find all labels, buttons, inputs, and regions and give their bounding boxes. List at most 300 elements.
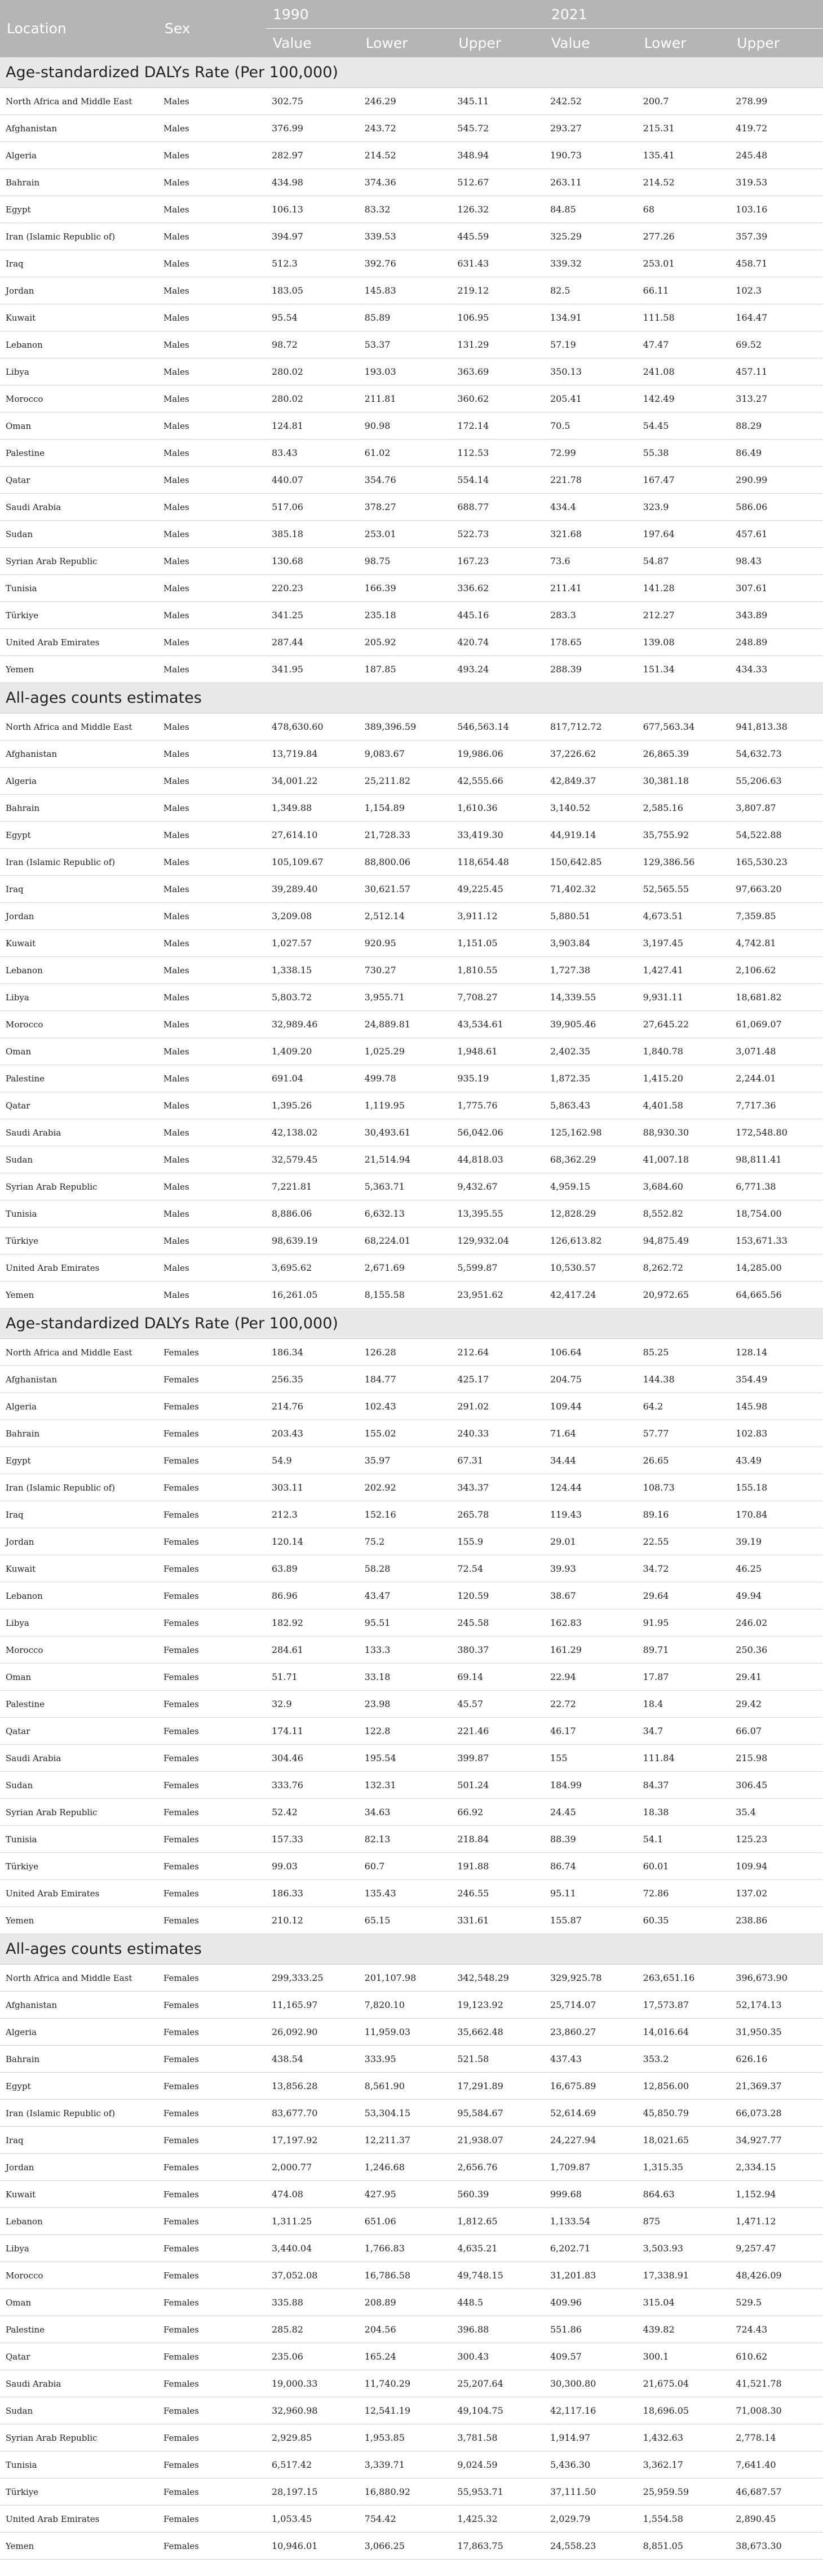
cell-sex: Males bbox=[158, 1065, 266, 1092]
cell-lower-1990: 499.78 bbox=[359, 1065, 452, 1092]
cell-location: Iraq bbox=[0, 250, 158, 277]
cell-upper-2021: 215.98 bbox=[730, 1745, 823, 1772]
cell-value-2021: 325.29 bbox=[545, 223, 638, 250]
cell-lower-2021: 8,552.82 bbox=[638, 1200, 731, 1227]
cell-lower-1990: 12,211.37 bbox=[359, 2127, 452, 2154]
cell-lower-2021: 18.38 bbox=[638, 1799, 731, 1826]
cell-sex: Males bbox=[158, 115, 266, 142]
cell-value-2021: 204.75 bbox=[545, 1366, 638, 1393]
cell-lower-2021: 111.58 bbox=[638, 304, 731, 331]
cell-value-1990: 39,289.40 bbox=[266, 876, 359, 903]
cell-location: Türkiye bbox=[0, 602, 158, 629]
section-title: All-ages counts estimates bbox=[0, 683, 823, 713]
cell-value-1990: 1,027.57 bbox=[266, 930, 359, 957]
cell-lower-1990: 135.43 bbox=[359, 1880, 452, 1907]
cell-value-1990: 3,695.62 bbox=[266, 1254, 359, 1282]
cell-sex: Males bbox=[158, 741, 266, 768]
table-row bbox=[0, 2181, 823, 2208]
cell-value-1990: 32.9 bbox=[266, 1691, 359, 1718]
cell-upper-1990: 521.58 bbox=[452, 2046, 545, 2073]
table-row bbox=[0, 1447, 823, 1474]
cell-value-2021: 39,905.46 bbox=[545, 1011, 638, 1038]
cell-sex: Females bbox=[158, 1420, 266, 1447]
cell-value-2021: 37,111.50 bbox=[545, 2479, 638, 2506]
cell-value-2021: 37,226.62 bbox=[545, 741, 638, 768]
cell-upper-2021: 66,073.28 bbox=[730, 2100, 823, 2127]
cell-value-1990: 478,630.60 bbox=[266, 713, 359, 741]
cell-location: Saudi Arabia bbox=[0, 494, 158, 521]
table-row bbox=[0, 1339, 823, 1366]
cell-sex: Females bbox=[158, 2181, 266, 2208]
cell-value-2021: 283.3 bbox=[545, 602, 638, 629]
table-row bbox=[0, 1092, 823, 1119]
cell-location: Oman bbox=[0, 413, 158, 440]
cell-location: Türkiye bbox=[0, 1227, 158, 1254]
cell-location: Kuwait bbox=[0, 1555, 158, 1582]
cell-location: Palestine bbox=[0, 2316, 158, 2343]
cell-lower-1990: 61.02 bbox=[359, 440, 452, 467]
cell-value-2021: 82.5 bbox=[545, 277, 638, 304]
cell-lower-2021: 9,931.11 bbox=[638, 984, 731, 1011]
cell-lower-1990: 651.06 bbox=[359, 2208, 452, 2235]
cell-upper-2021: 3,071.48 bbox=[730, 1038, 823, 1065]
cell-sex: Males bbox=[158, 768, 266, 795]
cell-upper-2021: 46,687.57 bbox=[730, 2479, 823, 2506]
cell-lower-2021: 18,696.05 bbox=[638, 2397, 731, 2424]
cell-lower-1990: 25,211.82 bbox=[359, 768, 452, 795]
table-row bbox=[0, 2316, 823, 2343]
cell-lower-2021: 3,362.17 bbox=[638, 2451, 731, 2479]
cell-upper-1990: 129,932.04 bbox=[452, 1227, 545, 1254]
cell-lower-1990: 24,889.81 bbox=[359, 1011, 452, 1038]
cell-lower-1990: 145.83 bbox=[359, 277, 452, 304]
cell-sex: Females bbox=[158, 2262, 266, 2289]
cell-sex: Males bbox=[158, 1227, 266, 1254]
table-row bbox=[0, 876, 823, 903]
cell-upper-1990: 126.32 bbox=[452, 196, 545, 223]
cell-value-1990: 32,989.46 bbox=[266, 1011, 359, 1038]
cell-lower-2021: 14,016.64 bbox=[638, 2019, 731, 2046]
table-row bbox=[0, 2451, 823, 2479]
cell-upper-1990: 688.77 bbox=[452, 494, 545, 521]
cell-upper-1990: 49,104.75 bbox=[452, 2397, 545, 2424]
cell-sex: Females bbox=[158, 1880, 266, 1907]
cell-lower-1990: 1,025.29 bbox=[359, 1038, 452, 1065]
cell-value-2021: 434.4 bbox=[545, 494, 638, 521]
cell-upper-2021: 102.3 bbox=[730, 277, 823, 304]
table-row bbox=[0, 385, 823, 413]
cell-lower-2021: 1,315.35 bbox=[638, 2154, 731, 2181]
cell-value-1990: 16,261.05 bbox=[266, 1282, 359, 1309]
cell-value-2021: 3,903.84 bbox=[545, 930, 638, 957]
cell-value-2021: 178.65 bbox=[545, 629, 638, 656]
cell-value-2021: 126,613.82 bbox=[545, 1227, 638, 1254]
cell-upper-2021: 434.33 bbox=[730, 656, 823, 683]
cell-upper-1990: 21,938.07 bbox=[452, 2127, 545, 2154]
cell-upper-1990: 49,748.15 bbox=[452, 2262, 545, 2289]
header-value-1990: Value bbox=[266, 29, 359, 57]
cell-value-1990: 385.18 bbox=[266, 521, 359, 548]
cell-location: Libya bbox=[0, 358, 158, 385]
cell-upper-2021: 586.06 bbox=[730, 494, 823, 521]
cell-value-1990: 186.33 bbox=[266, 1880, 359, 1907]
cell-sex: Females bbox=[158, 1555, 266, 1582]
cell-location: Jordan bbox=[0, 1528, 158, 1555]
cell-value-1990: 285.82 bbox=[266, 2316, 359, 2343]
cell-lower-2021: 64.2 bbox=[638, 1393, 731, 1420]
cell-upper-2021: 64,665.56 bbox=[730, 1282, 823, 1309]
cell-value-1990: 512.3 bbox=[266, 250, 359, 277]
cell-location: United Arab Emirates bbox=[0, 1880, 158, 1907]
table-row bbox=[0, 1282, 823, 1309]
cell-sex: Females bbox=[158, 2100, 266, 2127]
cell-upper-2021: 3,807.87 bbox=[730, 795, 823, 822]
cell-sex: Females bbox=[158, 2154, 266, 2181]
cell-location: Algeria bbox=[0, 2019, 158, 2046]
cell-sex: Females bbox=[158, 1366, 266, 1393]
cell-upper-1990: 131.29 bbox=[452, 331, 545, 358]
cell-value-2021: 52,614.69 bbox=[545, 2100, 638, 2127]
cell-location: Palestine bbox=[0, 1065, 158, 1092]
cell-lower-2021: 142.49 bbox=[638, 385, 731, 413]
cell-upper-2021: 724.43 bbox=[730, 2316, 823, 2343]
cell-location: Sudan bbox=[0, 1146, 158, 1173]
table-row bbox=[0, 2100, 823, 2127]
cell-value-2021: 72.99 bbox=[545, 440, 638, 467]
cell-upper-1990: 218.84 bbox=[452, 1826, 545, 1853]
cell-location: Lebanon bbox=[0, 331, 158, 358]
cell-lower-1990: 30,493.61 bbox=[359, 1119, 452, 1146]
cell-upper-2021: 153,671.33 bbox=[730, 1227, 823, 1254]
cell-location: Libya bbox=[0, 2235, 158, 2262]
cell-lower-1990: 253.01 bbox=[359, 521, 452, 548]
cell-lower-2021: 439.82 bbox=[638, 2316, 731, 2343]
cell-sex: Females bbox=[158, 1664, 266, 1691]
cell-upper-2021: 145.98 bbox=[730, 1393, 823, 1420]
cell-upper-2021: 4,742.81 bbox=[730, 930, 823, 957]
cell-sex: Females bbox=[158, 2397, 266, 2424]
cell-upper-2021: 38,673.30 bbox=[730, 2533, 823, 2560]
table-row bbox=[0, 849, 823, 876]
cell-sex: Males bbox=[158, 277, 266, 304]
cell-lower-2021: 315.04 bbox=[638, 2289, 731, 2316]
cell-location: Jordan bbox=[0, 903, 158, 930]
cell-value-1990: 220.23 bbox=[266, 575, 359, 602]
cell-location: Sudan bbox=[0, 521, 158, 548]
cell-value-2021: 1,872.35 bbox=[545, 1065, 638, 1092]
cell-upper-1990: 420.74 bbox=[452, 629, 545, 656]
cell-lower-1990: 246.29 bbox=[359, 88, 452, 115]
cell-upper-2021: 7,359.85 bbox=[730, 903, 823, 930]
cell-value-1990: 256.35 bbox=[266, 1366, 359, 1393]
cell-upper-2021: 71,008.30 bbox=[730, 2397, 823, 2424]
cell-sex: Females bbox=[158, 1799, 266, 1826]
cell-sex: Females bbox=[158, 1907, 266, 1934]
table-row bbox=[0, 1907, 823, 1934]
cell-upper-1990: 512.67 bbox=[452, 169, 545, 196]
cell-location: United Arab Emirates bbox=[0, 629, 158, 656]
cell-upper-1990: 49,225.45 bbox=[452, 876, 545, 903]
table-row bbox=[0, 2046, 823, 2073]
cell-upper-1990: 9,432.67 bbox=[452, 1173, 545, 1200]
cell-value-2021: 68,362.29 bbox=[545, 1146, 638, 1173]
cell-upper-1990: 448.5 bbox=[452, 2289, 545, 2316]
cell-value-2021: 205.41 bbox=[545, 385, 638, 413]
cell-value-1990: 333.76 bbox=[266, 1772, 359, 1799]
cell-location: Syrian Arab Republic bbox=[0, 2424, 158, 2451]
cell-location: Bahrain bbox=[0, 1420, 158, 1447]
cell-value-1990: 7,221.81 bbox=[266, 1173, 359, 1200]
cell-sex: Females bbox=[158, 2424, 266, 2451]
header-upper-2021: Upper bbox=[730, 29, 823, 57]
cell-location: Syrian Arab Republic bbox=[0, 1173, 158, 1200]
cell-lower-1990: 1,154.89 bbox=[359, 795, 452, 822]
cell-sex: Females bbox=[158, 2235, 266, 2262]
cell-lower-2021: 47.47 bbox=[638, 331, 731, 358]
cell-lower-2021: 66.11 bbox=[638, 277, 731, 304]
cell-lower-2021: 353.2 bbox=[638, 2046, 731, 2073]
cell-location: Jordan bbox=[0, 2154, 158, 2181]
cell-lower-2021: 8,262.72 bbox=[638, 1254, 731, 1282]
cell-upper-1990: 219.12 bbox=[452, 277, 545, 304]
table-row bbox=[0, 1664, 823, 1691]
cell-lower-1990: 204.56 bbox=[359, 2316, 452, 2343]
cell-location: Tunisia bbox=[0, 575, 158, 602]
cell-lower-2021: 84.37 bbox=[638, 1772, 731, 1799]
cell-value-1990: 174.11 bbox=[266, 1718, 359, 1745]
table-row bbox=[0, 1420, 823, 1447]
table-row bbox=[0, 1745, 823, 1772]
table-row bbox=[0, 1772, 823, 1799]
cell-value-1990: 182.92 bbox=[266, 1610, 359, 1637]
cell-value-2021: 70.5 bbox=[545, 413, 638, 440]
cell-value-2021: 817,712.72 bbox=[545, 713, 638, 741]
table-row bbox=[0, 2506, 823, 2533]
cell-lower-2021: 1,554.58 bbox=[638, 2506, 731, 2533]
cell-upper-1990: 493.24 bbox=[452, 656, 545, 683]
cell-sex: Males bbox=[158, 1173, 266, 1200]
cell-lower-1990: 201,107.98 bbox=[359, 1965, 452, 1992]
table-row bbox=[0, 250, 823, 277]
cell-sex: Females bbox=[158, 1745, 266, 1772]
cell-value-1990: 13,856.28 bbox=[266, 2073, 359, 2100]
cell-lower-2021: 4,401.58 bbox=[638, 1092, 731, 1119]
cell-sex: Females bbox=[158, 2073, 266, 2100]
cell-value-1990: 341.25 bbox=[266, 602, 359, 629]
cell-location: Morocco bbox=[0, 1011, 158, 1038]
cell-sex: Males bbox=[158, 575, 266, 602]
cell-upper-1990: 69.14 bbox=[452, 1664, 545, 1691]
cell-lower-2021: 212.27 bbox=[638, 602, 731, 629]
cell-lower-1990: 2,671.69 bbox=[359, 1254, 452, 1282]
cell-upper-2021: 6,771.38 bbox=[730, 1173, 823, 1200]
cell-upper-2021: 278.99 bbox=[730, 88, 823, 115]
cell-upper-2021: 246.02 bbox=[730, 1610, 823, 1637]
cell-value-2021: 125,162.98 bbox=[545, 1119, 638, 1146]
cell-lower-1990: 88,800.06 bbox=[359, 849, 452, 876]
cell-upper-2021: 98,811.41 bbox=[730, 1146, 823, 1173]
cell-lower-1990: 35.97 bbox=[359, 1447, 452, 1474]
cell-location: Lebanon bbox=[0, 1582, 158, 1610]
cell-value-1990: 2,000.77 bbox=[266, 2154, 359, 2181]
cell-upper-2021: 610.62 bbox=[730, 2343, 823, 2370]
cell-lower-2021: 241.08 bbox=[638, 358, 731, 385]
cell-upper-2021: 238.86 bbox=[730, 1907, 823, 1934]
cell-lower-2021: 129,386.56 bbox=[638, 849, 731, 876]
cell-value-1990: 83,677.70 bbox=[266, 2100, 359, 2127]
cell-lower-1990: 6,632.13 bbox=[359, 1200, 452, 1227]
cell-upper-2021: 48,426.09 bbox=[730, 2262, 823, 2289]
cell-lower-2021: 60.35 bbox=[638, 1907, 731, 1934]
cell-upper-2021: 396,673.90 bbox=[730, 1965, 823, 1992]
table-row bbox=[0, 2370, 823, 2397]
cell-value-1990: 95.54 bbox=[266, 304, 359, 331]
cell-value-2021: 16,675.89 bbox=[545, 2073, 638, 2100]
cell-location: Morocco bbox=[0, 1637, 158, 1664]
table-row bbox=[0, 1582, 823, 1610]
cell-value-2021: 3,140.52 bbox=[545, 795, 638, 822]
table-row bbox=[0, 2073, 823, 2100]
cell-location: Bahrain bbox=[0, 2046, 158, 2073]
cell-lower-1990: 34.63 bbox=[359, 1799, 452, 1826]
cell-location: Syrian Arab Republic bbox=[0, 1799, 158, 1826]
cell-upper-2021: 2,890.45 bbox=[730, 2506, 823, 2533]
table-row bbox=[0, 1691, 823, 1718]
cell-upper-2021: 529.5 bbox=[730, 2289, 823, 2316]
cell-lower-2021: 139.08 bbox=[638, 629, 731, 656]
cell-location: Tunisia bbox=[0, 2451, 158, 2479]
cell-value-2021: 4,959.15 bbox=[545, 1173, 638, 1200]
cell-value-1990: 3,209.08 bbox=[266, 903, 359, 930]
cell-value-1990: 13,719.84 bbox=[266, 741, 359, 768]
cell-upper-2021: 2,334.15 bbox=[730, 2154, 823, 2181]
cell-value-2021: 86.74 bbox=[545, 1853, 638, 1880]
cell-sex: Males bbox=[158, 795, 266, 822]
cell-value-1990: 394.97 bbox=[266, 223, 359, 250]
cell-sex: Females bbox=[158, 1501, 266, 1528]
table-row bbox=[0, 1227, 823, 1254]
cell-value-1990: 120.14 bbox=[266, 1528, 359, 1555]
cell-lower-2021: 3,197.45 bbox=[638, 930, 731, 957]
cell-value-2021: 1,709.87 bbox=[545, 2154, 638, 2181]
cell-upper-1990: 155.9 bbox=[452, 1528, 545, 1555]
cell-sex: Females bbox=[158, 1447, 266, 1474]
cell-lower-1990: 354.76 bbox=[359, 467, 452, 494]
cell-value-2021: 84.85 bbox=[545, 196, 638, 223]
cell-value-2021: 1,727.38 bbox=[545, 957, 638, 984]
cell-location: Lebanon bbox=[0, 2208, 158, 2235]
cell-upper-2021: 313.27 bbox=[730, 385, 823, 413]
cell-upper-1990: 9,024.59 bbox=[452, 2451, 545, 2479]
cell-upper-2021: 69.52 bbox=[730, 331, 823, 358]
cell-lower-1990: 16,786.58 bbox=[359, 2262, 452, 2289]
cell-upper-1990: 112.53 bbox=[452, 440, 545, 467]
cell-value-2021: 24,227.94 bbox=[545, 2127, 638, 2154]
cell-value-2021: 42,117.16 bbox=[545, 2397, 638, 2424]
cell-upper-2021: 128.14 bbox=[730, 1339, 823, 1366]
cell-upper-2021: 419.72 bbox=[730, 115, 823, 142]
section-header-row bbox=[0, 1309, 823, 1339]
cell-lower-2021: 1,427.41 bbox=[638, 957, 731, 984]
cell-upper-1990: 172.14 bbox=[452, 413, 545, 440]
cell-lower-1990: 53.37 bbox=[359, 331, 452, 358]
cell-value-1990: 376.99 bbox=[266, 115, 359, 142]
cell-value-1990: 304.46 bbox=[266, 1745, 359, 1772]
cell-lower-1990: 85.89 bbox=[359, 304, 452, 331]
cell-upper-1990: 19,986.06 bbox=[452, 741, 545, 768]
cell-value-1990: 105,109.67 bbox=[266, 849, 359, 876]
cell-value-2021: 88.39 bbox=[545, 1826, 638, 1853]
table-row bbox=[0, 169, 823, 196]
cell-lower-2021: 27,645.22 bbox=[638, 1011, 731, 1038]
cell-lower-2021: 141.28 bbox=[638, 575, 731, 602]
cell-upper-1990: 360.62 bbox=[452, 385, 545, 413]
cell-upper-1990: 445.16 bbox=[452, 602, 545, 629]
cell-lower-1990: 21,728.33 bbox=[359, 822, 452, 849]
cell-lower-1990: 5,363.71 bbox=[359, 1173, 452, 1200]
cell-upper-1990: 425.17 bbox=[452, 1366, 545, 1393]
cell-upper-2021: 46.25 bbox=[730, 1555, 823, 1582]
cell-value-2021: 409.57 bbox=[545, 2343, 638, 2370]
cell-location: Oman bbox=[0, 2289, 158, 2316]
table-row bbox=[0, 1880, 823, 1907]
cell-lower-1990: 235.18 bbox=[359, 602, 452, 629]
cell-location: Iraq bbox=[0, 2127, 158, 2154]
cell-location: Oman bbox=[0, 1664, 158, 1691]
cell-sex: Males bbox=[158, 494, 266, 521]
cell-upper-1990: 240.33 bbox=[452, 1420, 545, 1447]
cell-lower-1990: 8,561.90 bbox=[359, 2073, 452, 2100]
cell-value-1990: 280.02 bbox=[266, 358, 359, 385]
cell-lower-2021: 22.55 bbox=[638, 1528, 731, 1555]
cell-value-1990: 34,001.22 bbox=[266, 768, 359, 795]
cell-lower-1990: 193.03 bbox=[359, 358, 452, 385]
cell-value-1990: 124.81 bbox=[266, 413, 359, 440]
cell-location: Iran (Islamic Republic of) bbox=[0, 2100, 158, 2127]
cell-value-2021: 211.41 bbox=[545, 575, 638, 602]
cell-sex: Females bbox=[158, 2208, 266, 2235]
cell-upper-2021: 165,530.23 bbox=[730, 849, 823, 876]
cell-lower-2021: 2,585.16 bbox=[638, 795, 731, 822]
cell-lower-1990: 374.36 bbox=[359, 169, 452, 196]
cell-upper-1990: 42,555.66 bbox=[452, 768, 545, 795]
cell-value-2021: 22.94 bbox=[545, 1664, 638, 1691]
cell-upper-1990: 1,775.76 bbox=[452, 1092, 545, 1119]
cell-lower-2021: 253.01 bbox=[638, 250, 731, 277]
cell-location: Egypt bbox=[0, 2073, 158, 2100]
cell-lower-1990: 30,621.57 bbox=[359, 876, 452, 903]
cell-value-1990: 474.08 bbox=[266, 2181, 359, 2208]
cell-lower-2021: 94,875.49 bbox=[638, 1227, 731, 1254]
cell-location: Oman bbox=[0, 1038, 158, 1065]
cell-value-2021: 24,558.23 bbox=[545, 2533, 638, 2560]
cell-upper-1990: 23,951.62 bbox=[452, 1282, 545, 1309]
section-title: All-ages counts estimates bbox=[0, 1934, 823, 1965]
cell-upper-1990: 19,123.92 bbox=[452, 1992, 545, 2019]
cell-location: Algeria bbox=[0, 768, 158, 795]
cell-value-1990: 86.96 bbox=[266, 1582, 359, 1610]
cell-location: Afghanistan bbox=[0, 1992, 158, 2019]
cell-sex: Males bbox=[158, 413, 266, 440]
cell-value-2021: 39.93 bbox=[545, 1555, 638, 1582]
table-row bbox=[0, 656, 823, 683]
cell-value-1990: 8,886.06 bbox=[266, 1200, 359, 1227]
cell-value-1990: 28,197.15 bbox=[266, 2479, 359, 2506]
header-sex: Sex bbox=[158, 0, 266, 57]
cell-lower-2021: 68 bbox=[638, 196, 731, 223]
cell-upper-1990: 17,291.89 bbox=[452, 2073, 545, 2100]
cell-lower-1990: 82.13 bbox=[359, 1826, 452, 1853]
